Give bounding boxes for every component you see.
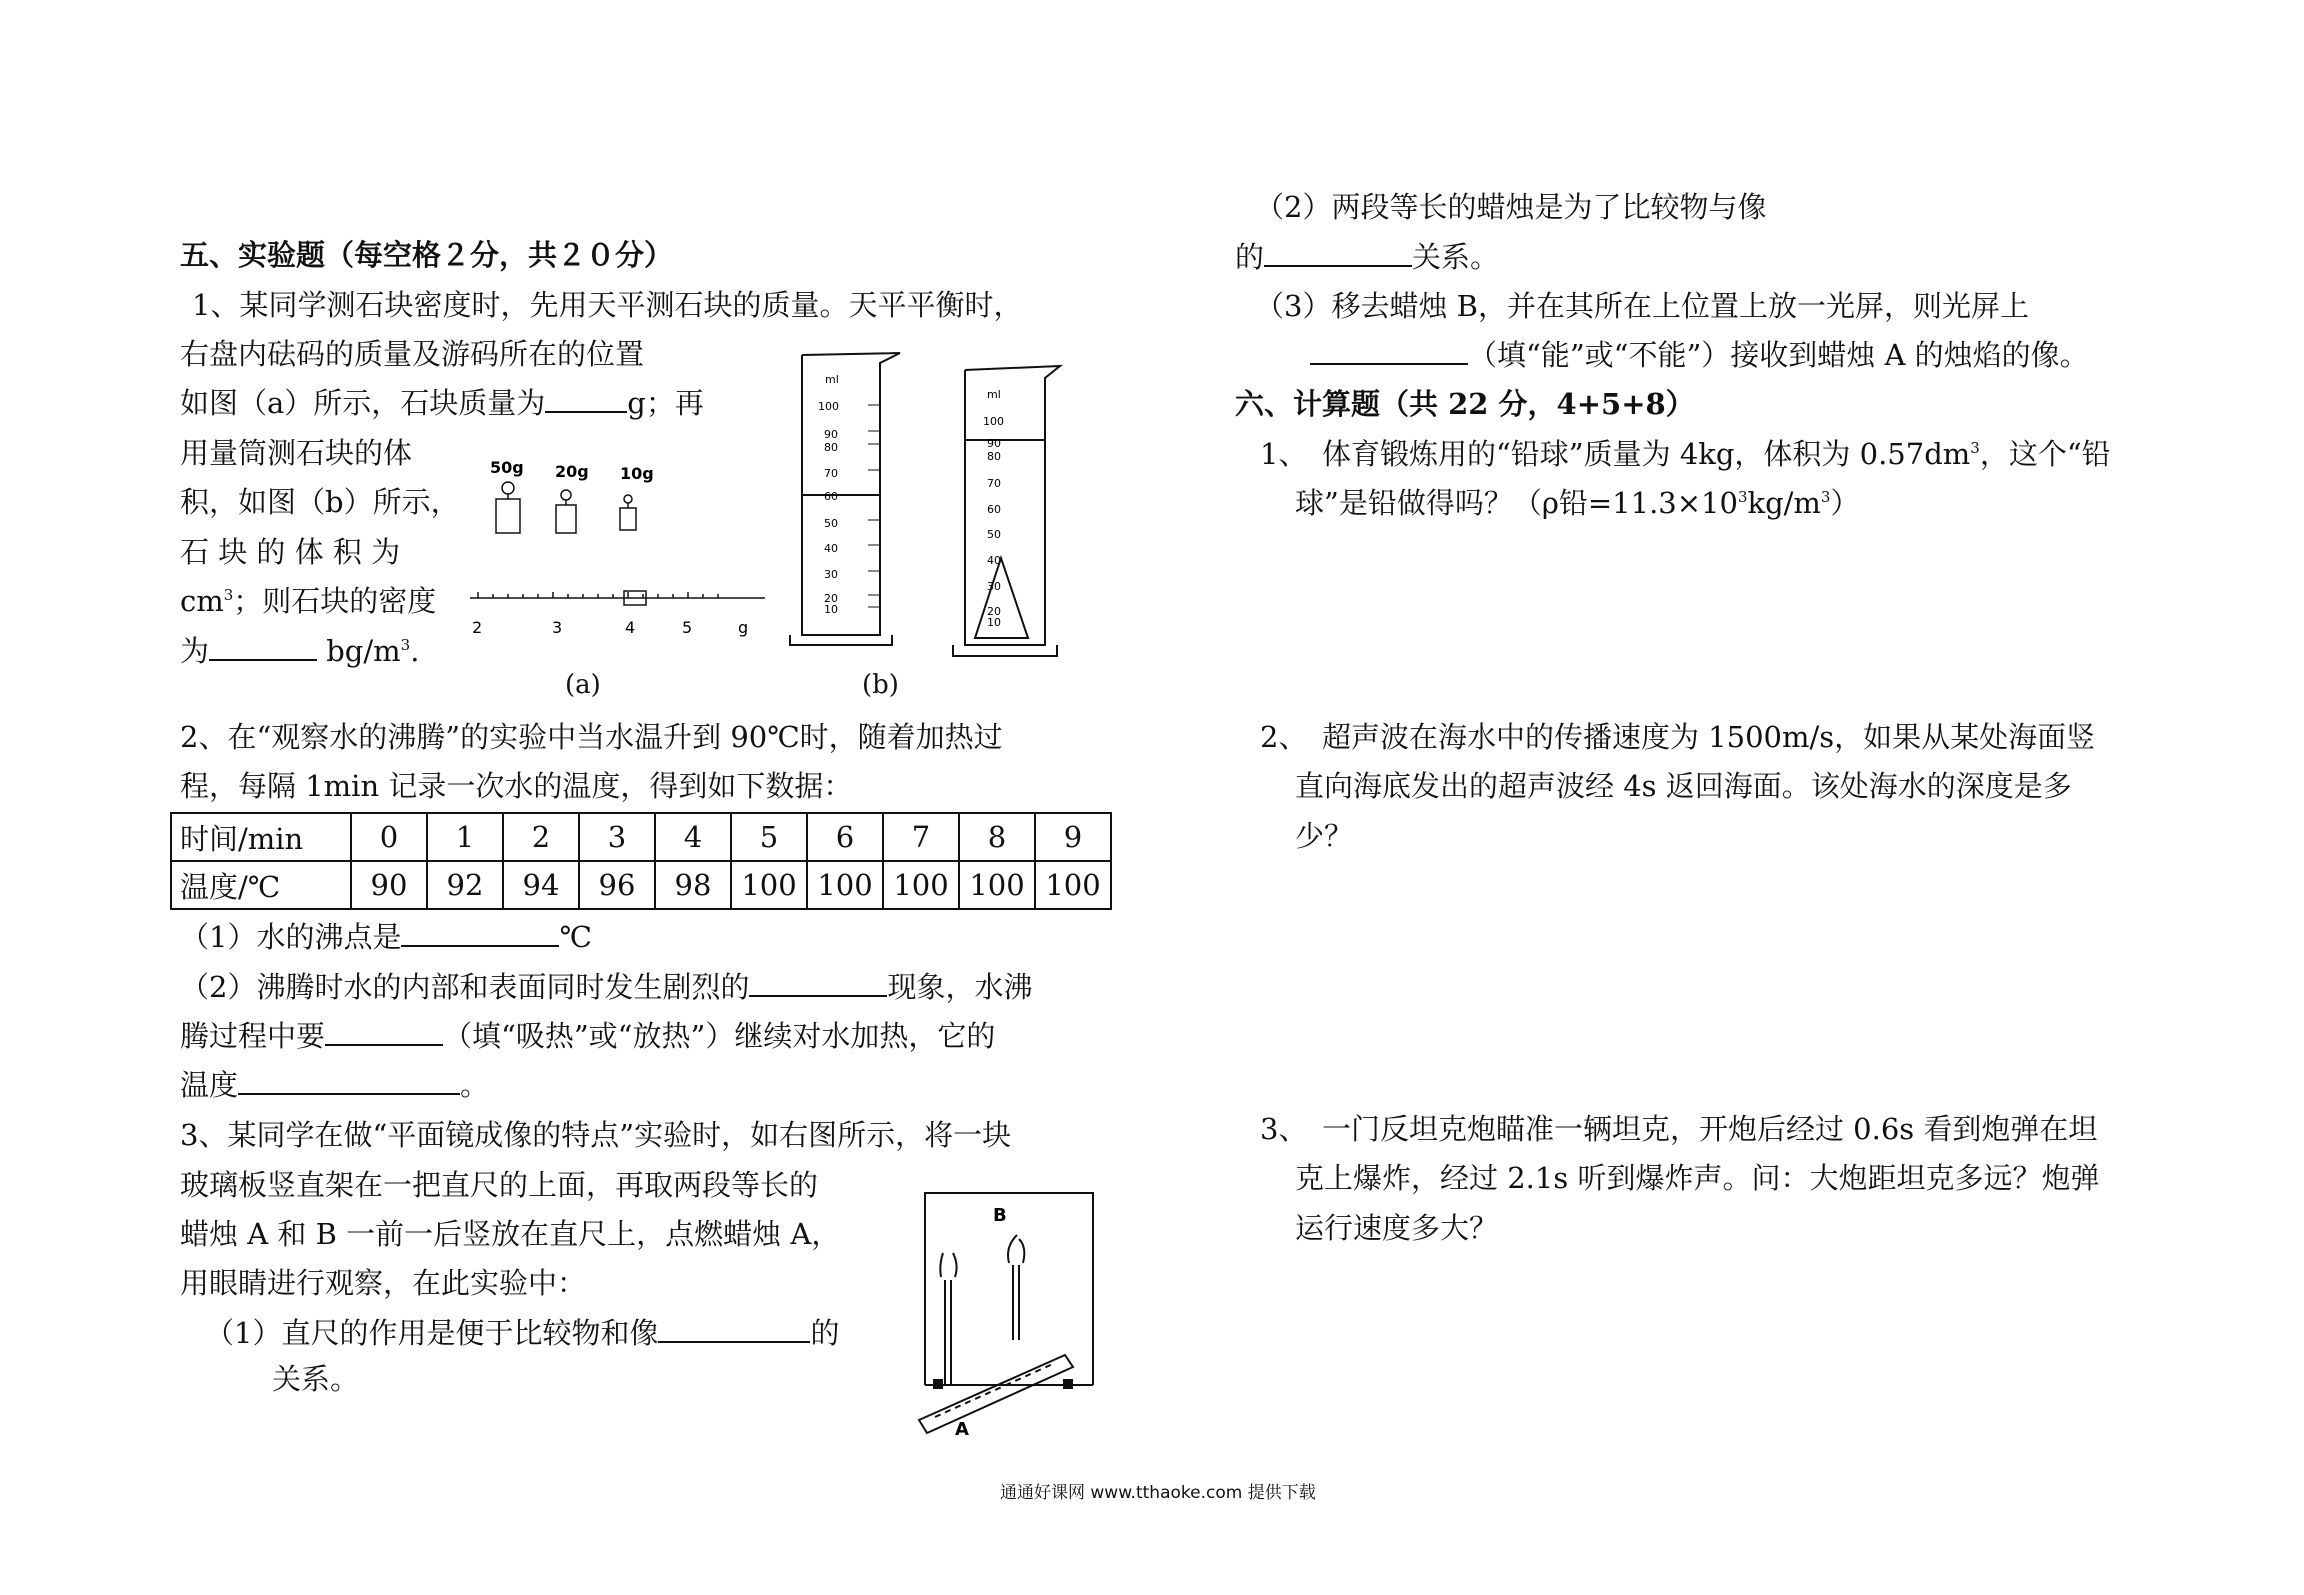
q1-line3a: 如图（a）所示，石块质量为 [180,386,546,420]
scale-tick-g: g [738,618,749,637]
temperature-table [170,812,1112,910]
boiling-point-blank[interactable] [401,921,559,947]
c1-tick-90: 90 [824,428,838,441]
q2-sub3 [180,1019,995,1053]
q1-line8c: . [410,634,420,668]
q3-sub3-line2 [1310,338,2089,372]
c1-tick-20: 20 [824,592,838,605]
q1-line7 [180,584,436,618]
c1-tick-100: 100 [818,400,839,413]
c1-line1 [1260,437,2111,471]
table-cell: 100 [807,861,883,909]
table-cell: 98 [655,861,731,909]
c1-line2a: 球”是铅做得吗？（ρ铅=11.3×10 [1295,486,1738,520]
cylinder1-unit: ml [825,373,839,386]
c1-tick-40: 40 [824,542,838,555]
table-cell: 100 [731,861,807,909]
table-cell: 92 [427,861,503,909]
q1-line3b: g；再 [627,386,704,420]
c2-line1: 2、 超声波在海水中的传播速度为 1500m/s，如果从某处海面竖 [1260,720,2096,754]
c2-line2: 直向海底发出的超声波经 4s 返回海面。该处海水的深度是多 [1295,769,2072,803]
q3-sub1a: （1）直尺的作用是便于比较物和像 [205,1316,659,1350]
q1-line5: 积，如图（b）所示， [180,485,460,519]
q3-line3: 蜡烛 A 和 B 一前一后竖放在直尺上，点燃蜡烛 A， [180,1217,841,1251]
weight-10g-icon [620,495,636,530]
c2-tick-50: 50 [987,528,1001,541]
q3-sub1 [205,1316,839,1350]
c1-tick-70: 70 [824,467,838,480]
figure-a-label: (a) [565,670,601,700]
q1-line8sup: 3 [400,636,411,654]
q1-line1: 1、某同学测石块密度时，先用天平测石块的质量。天平平衡时， [192,288,1023,322]
table-row [171,861,1111,909]
density-blank[interactable] [209,635,317,661]
c1-tick-10: 10 [824,603,838,616]
q3-sub1b: 的 [810,1316,840,1350]
c1-sup2: 3 [1737,488,1748,506]
scale-tick-5: 5 [682,618,693,637]
q3-sub3: （3）移去蜡烛 B，并在其所在上位置上放一光屏，则光屏上 [1255,289,2029,323]
mirror-figure [905,1185,1115,1440]
q1-line7sup: 3 [223,586,234,604]
q1-line4: 用量筒测石块的体 [180,436,413,470]
q1-line8a: 为 [180,634,210,668]
temperature-blank[interactable] [238,1069,460,1095]
c2-tick-80: 80 [987,450,1001,463]
c2-tick-10: 10 [987,616,1001,629]
phenomenon-blank[interactable] [749,971,887,997]
q2-sub1 [180,920,592,954]
c2-tick-20: 20 [987,605,1001,618]
table-cell: 96 [579,861,655,909]
size-blank[interactable] [1264,241,1412,267]
beam-scale [470,592,765,598]
q2-sub4 [180,1068,489,1102]
q2-sub4a: 温度 [180,1068,239,1102]
q1-line7a: cm [180,584,224,618]
c1-tick-80: 80 [824,441,838,454]
q1-line8b: bg/m [317,634,401,668]
c1-line1b: ，这个“铅 [1979,437,2111,471]
candle-b-icon [1008,1235,1024,1340]
c1-tick-30: 30 [824,568,838,581]
c3-line2: 克上爆炸，经过 2.1s 听到爆炸声。问：大炮距坦克多远？炮弹 [1295,1161,2100,1195]
c1-sup3: 3 [1820,488,1831,506]
c1-line2 [1295,486,1859,520]
candle-a-icon [940,1253,956,1385]
cylinder1-ticks [818,400,839,616]
table-cell: 3 [579,813,655,861]
q1-line2: 右盘内砝码的质量及游码所在的位置 [180,337,645,371]
table-cell: 2 [503,813,579,861]
q2-sub1a: （1）水的沸点是 [180,920,402,954]
table-cell: 0 [351,813,427,861]
table-cell: 8 [959,813,1035,861]
section5-title: 五、实验题（每空格２分，共２０分） [180,238,674,272]
candle-a-label: A [955,1419,969,1440]
c2-tick-30: 30 [987,580,1001,593]
q2-sub4b: 。 [460,1068,490,1102]
table-cell: 1 [427,813,503,861]
c2-tick-90: 90 [987,437,1001,450]
scale-tick-4: 4 [625,618,636,637]
table-cell: 4 [655,813,731,861]
q3-sub2b: 的 [1235,240,1265,274]
q3-line2: 玻璃板竖直架在一把直尺的上面，再取两段等长的 [180,1168,819,1202]
weight-20g-icon [556,490,576,533]
screen-blank[interactable] [1310,339,1468,365]
cylinder2-ticks [983,415,1004,629]
q2-line2: 程，每隔 1min 记录一次水的温度，得到如下数据： [180,769,853,803]
c1-line1a: 1、 体育锻炼用的“铅球”质量为 4kg，体积为 0.57dm [1260,437,1971,471]
balance-figure [460,455,780,655]
table-cell: 100 [959,861,1035,909]
cylinder2-unit: ml [987,388,1001,401]
q2-sub3b: （填“吸热”或“放热”）继续对水加热，它的 [443,1019,996,1053]
c2-line3: 少？ [1295,819,1354,853]
q1-line6: 石 块 的 体 积 为 [180,535,401,569]
ruler-end-left-icon [933,1379,943,1389]
table-cell: 94 [503,861,579,909]
q3-sub1c: 关系。 [272,1362,360,1396]
c2-tick-100: 100 [983,415,1004,428]
q3-sub2: （2）两段等长的蜡烛是为了比较物与像 [1255,190,1767,224]
ruler-end-right-icon [1063,1379,1073,1389]
q3-line4: 用眼睛进行观察，在此实验中： [180,1266,587,1300]
c1-tick-60: 60 [824,490,838,503]
table-cell: 5 [731,813,807,861]
q2-line1: 2、在“观察水的沸腾”的实验中当水温升到 90℃时，随着加热过 [180,720,1003,754]
c1-line2c: ） [1830,486,1860,520]
weight-label-10g: 10g [620,464,654,483]
q2-sub3a: 腾过程中要 [180,1019,326,1053]
mass-blank[interactable] [545,387,627,413]
c2-tick-60: 60 [987,503,1001,516]
q2-sub2 [180,970,1032,1004]
c3-line1: 3、 一门反坦克炮瞄准一辆坦克，开炮后经过 0.6s 看到炮弹在坦 [1260,1112,2098,1146]
c1-sup1: 3 [1970,439,1980,457]
cylinder-1-figure [780,345,910,650]
q2-sub2a: （2）沸腾时水的内部和表面同时发生剧烈的 [180,970,750,1004]
c1-tick-50: 50 [824,517,838,530]
candle-b-label: B [993,1205,1007,1226]
table-cell: 100 [1035,861,1111,909]
table-cell: 6 [807,813,883,861]
q1-line7b: ；则石块的密度 [233,584,437,618]
weight-label-20g: 20g [555,462,589,481]
q3-line1: 3、某同学在做“平面镜成像的特点”实验时，如右图所示，将一块 [180,1118,1012,1152]
q1-line3 [180,386,704,420]
table-cell: 100 [883,861,959,909]
table-cell: 90 [351,861,427,909]
table-header-time: 时间/min [171,813,351,861]
scale-tick-3: 3 [552,618,563,637]
q2-sub2b: 现象，水沸 [887,970,1033,1004]
figure-b-label: (b) [862,670,899,700]
table-cell: 9 [1035,813,1111,861]
q3-sub3b: （填“能”或“不能”）接收到蜡烛 A 的烛焰的像。 [1468,338,2089,372]
q2-sub1b: ℃ [559,920,592,954]
table-header-temp: 温度/℃ [171,861,351,909]
c2-tick-40: 40 [987,554,1001,567]
q1-line8 [180,634,419,668]
cylinder-2-figure [935,360,1070,665]
weight-label-50g: 50g [490,458,524,477]
c3-line3: 运行速度多大？ [1295,1211,1499,1245]
c1-line2b: kg/m [1747,486,1821,520]
footer-credit: 通通好课网 www.tthaoke.com 提供下载 [1000,1483,1316,1503]
ruler-icon [919,1355,1073,1433]
table-cell: 7 [883,813,959,861]
section6-title: 六、计算题（共 22 分，4+5+8） [1235,387,1695,421]
ruler-blank[interactable] [658,1317,810,1343]
weight-50g-icon [496,482,520,533]
c2-tick-70: 70 [987,477,1001,490]
table-row [171,813,1111,861]
scale-tick-2: 2 [472,618,483,637]
heat-blank[interactable] [325,1020,443,1046]
q3-sub2-line2 [1235,240,1499,274]
q3-sub2c: 关系。 [1412,240,1500,274]
